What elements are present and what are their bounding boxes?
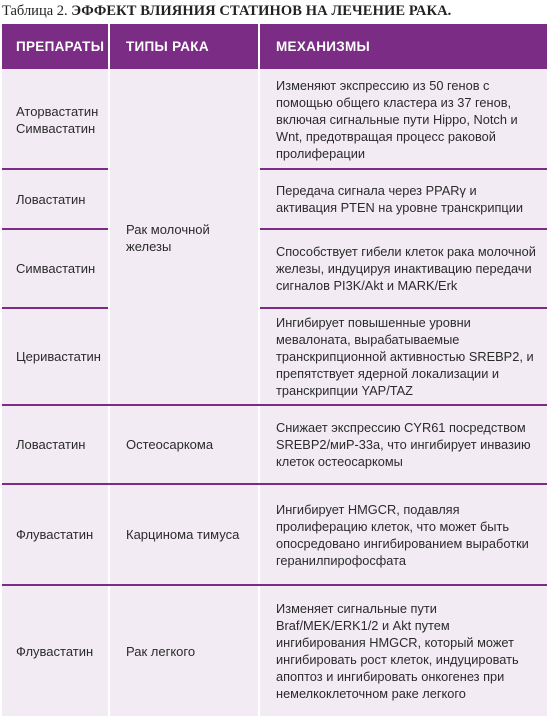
drug-cell — [16, 406, 106, 483]
mechanism-cell — [260, 71, 545, 168]
header-mechanisms: МЕХАНИЗМЫ — [276, 39, 371, 54]
mechanism-cell — [260, 309, 545, 404]
drug-name: Аторвастатин Симвастатин — [16, 103, 99, 136]
mechanism-cell — [260, 586, 545, 716]
cancer-type: Остеосаркома — [126, 437, 214, 452]
mechanism-text: Способствует гибели клеток рака молочной железы, индуцируя инактивацию передачи сигналов PI3K/Akt и MARK/Erk — [276, 244, 536, 293]
header-drugs: ПРЕПАРАТЫ — [16, 39, 105, 54]
mechanism-cell — [260, 170, 545, 228]
cancer-type: Рак молочной железы — [126, 221, 210, 254]
drug-cell — [16, 309, 106, 404]
statins-table — [2, 24, 547, 716]
mechanism-text: Изменяют экспрессию из 50 генов с помощью общего кластера из 37 генов, включая сигнальные пути Hippo, Notch и Wnt, предотвращая процесс раковой пролиферации — [276, 78, 518, 161]
cancer-type-cell — [126, 406, 256, 483]
cancer-type-cell — [126, 586, 256, 716]
mechanism-cell — [260, 485, 545, 584]
drug-name: Церивастатин — [16, 349, 101, 364]
cancer-type: Карцинома тимуса — [126, 527, 240, 542]
column-divider — [108, 24, 110, 716]
header-types: ТИПЫ РАКА — [126, 39, 209, 54]
caption-prefix: Таблица 2. — [2, 3, 68, 19]
mechanism-text: Передача сигнала через PPARγ и активация PTEN на уровне транскрипции — [276, 183, 524, 215]
cancer-type: Рак легкого — [126, 643, 196, 659]
drug-name: Симвастатин — [16, 261, 96, 276]
drug-cell — [16, 586, 106, 716]
mechanism-text: Ингибирует HMGCR, подавляя пролиферацию клеток, что может быть опосредовано ингибированием выработки геранилпирофосфата — [276, 501, 529, 568]
mechanism-text: Ингибирует повышенные уровни мевалоната, вырабатываемые транскрипционной активностью SREBP2, и препятствует ядерной локализации и транскрипции YAP/TAZ — [276, 315, 534, 398]
table-header — [2, 24, 547, 69]
drug-name: Ловастатин — [16, 437, 86, 452]
drug-cell — [16, 230, 106, 307]
drug-name: Флувастатин — [16, 643, 94, 659]
caption-title: ЭФФЕКТ ВЛИЯНИЯ СТАТИНОВ НА ЛЕЧЕНИЕ РАКА. — [71, 3, 452, 19]
mechanism-text: Изменяет сигнальные пути Braf/MEK/ERK1/2 и Akt путем ингибирования HMGCR, который может ингибировать рост клеток, индуцировать апоптоз и ингибировать онкогенез при немелкоклеточном раке легкого — [276, 601, 519, 701]
mechanism-text: Снижает экспрессию CYR61 посредством SREBP2/миР-33a, что ингибирует инвазию клеток остеосаркомы — [276, 420, 531, 469]
drug-name: Флувастатин — [16, 527, 94, 542]
mechanism-cell — [260, 230, 545, 307]
drug-name: Ловастатин — [16, 191, 86, 207]
cancer-type-cell — [126, 71, 256, 404]
drug-cell — [16, 485, 106, 584]
cancer-type-cell — [126, 485, 256, 584]
mechanism-cell — [260, 406, 545, 483]
drug-cell — [16, 71, 106, 168]
table-caption — [2, 0, 451, 24]
drug-cell — [16, 170, 106, 228]
